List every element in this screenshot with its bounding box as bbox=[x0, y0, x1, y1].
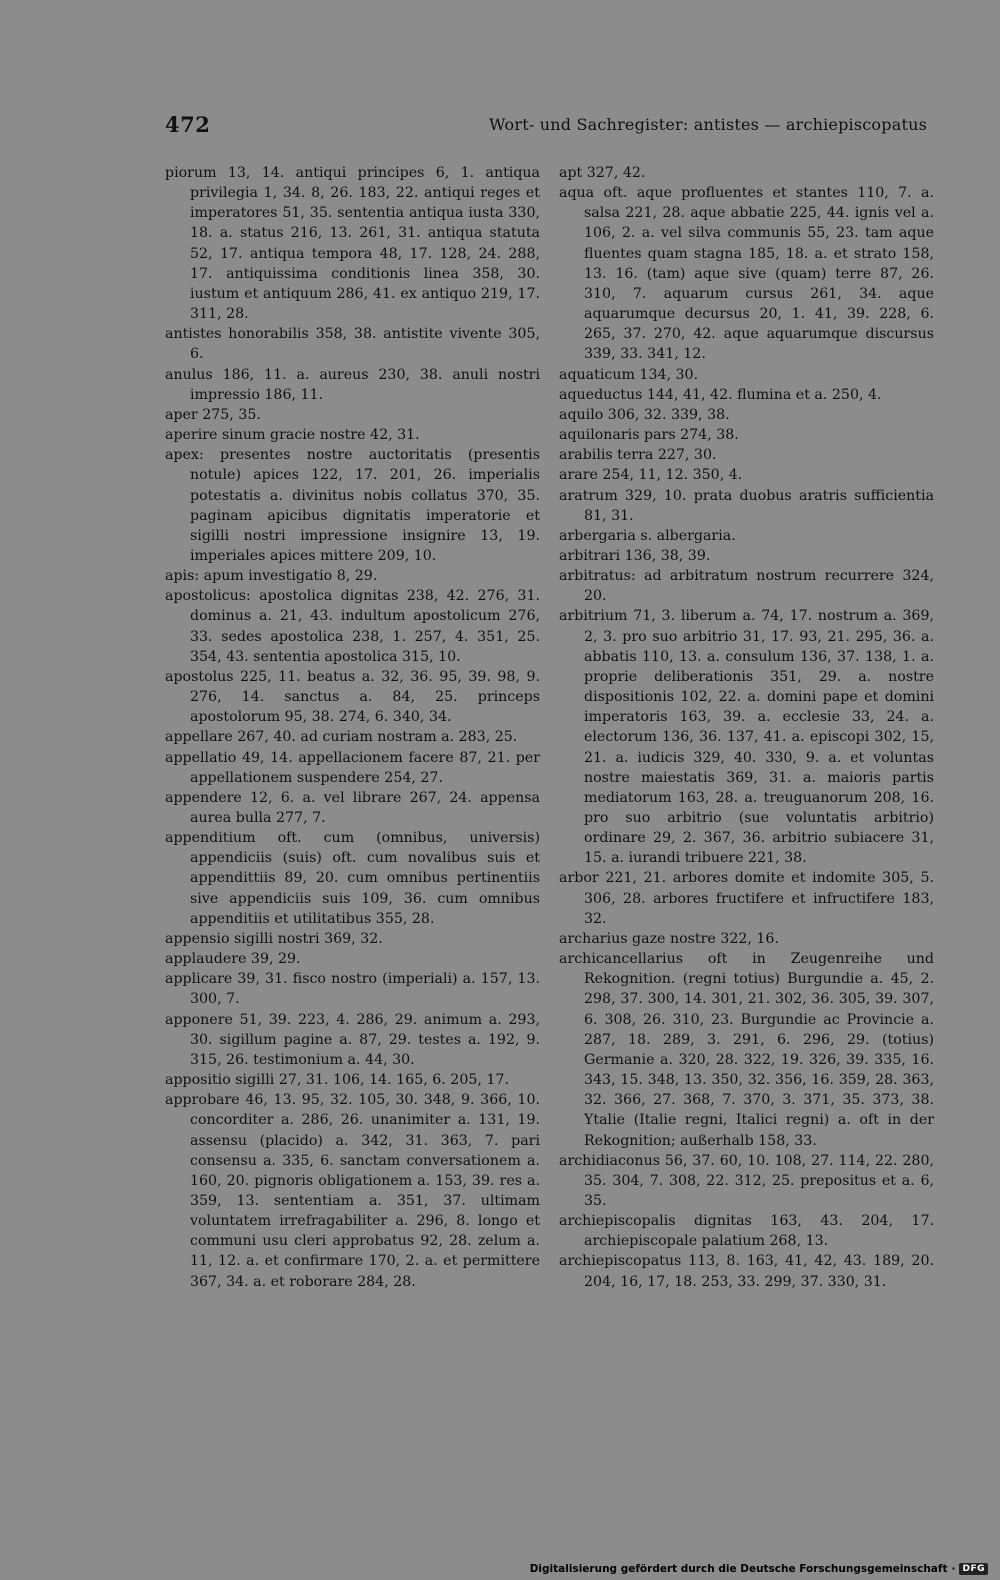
index-entry: aqueductus 144, 41, 42. flumina et a. 250, 4. bbox=[559, 386, 882, 403]
index-entry: aratrum 329, 10. prata duobus aratris sufficientia 81, 31. bbox=[559, 487, 934, 524]
index-entry: arare 254, 11, 12. 350, 4. bbox=[559, 467, 743, 484]
index-entry: archiepiscopalis dignitas 163, 43. 204, 17. archiepiscopale palatium 268, 13. bbox=[559, 1213, 934, 1250]
index-entry: apponere 51, 39. 223, 4. 286, 29. animum a. 293, 30. sigillum pagine a. 87, 29. testes a. 192, 9. 315, 26. testimonium a. 44, 30. bbox=[165, 1011, 540, 1068]
index-entry: applaudere 39, 29. bbox=[165, 951, 301, 968]
index-entry: arbitrari 136, 38, 39. bbox=[559, 547, 711, 564]
index-entry: anulus 186, 11. a. aureus 230, 38. anuli nostri impressio 186, 11. bbox=[165, 366, 540, 403]
index-entry: appensio sigilli nostri 369, 32. bbox=[165, 930, 383, 947]
index-entry: apt 327, 42. bbox=[559, 165, 646, 181]
index-entry: arbor 221, 21. arbores domite et indomite 305, 5. 306, 28. arbores fructifere et infructifere 183, 32. bbox=[559, 870, 934, 927]
page-header bbox=[165, 112, 927, 142]
index-entry: archicancellarius oft in Zeugenreihe und Rekognition. (regni totius) Burgundie a. 45, 2. 298, 37. 300, 14. 301, 21. 302, 36. 305, 39. 307, 6. 308, 26. 310, 23. Burgundie ac Provincie a. 287, 18. 289, 3. 291, 6. 296, 29. (totius) Germanie a. 320, 28. 322, 19. 326, 39. 335, 16. 343, 15. 348, 13. 350, 32. 356, 16. 359, 28. 363, 32. 366, 27. 368, 7. 370, 3. 371, 35. 373, 38. Ytalie (Italie regni, Italici regni) a. oft in der Rekognition; außerhalb 158, 33. bbox=[559, 951, 934, 1149]
index-entry: archidiaconus 56, 37. 60, 10. 108, 27. 114, 22. 280, 35. 304, 7. 308, 22. 312, 25. prepositus et a. 6, 35. bbox=[559, 1152, 934, 1209]
index-entry: antistes honorabilis 358, 38. antistite vivente 305, 6. bbox=[165, 326, 540, 363]
index-entry: apis: apum investigatio 8, 29. bbox=[165, 568, 378, 585]
index-entry: appenditium oft. cum (omnibus, universis) appendiciis (suis) oft. cum novalibus suis et appendittiis 89, 20. cum omnibus pertinentiis sive appendiciis suis 109, 36. cum omnibus appenditiis et utilitatibus 355, 28. bbox=[165, 830, 540, 927]
footer-credit: Digitalisierung gefördert durch die Deutsche Forschungsgemeinschaft · DFG bbox=[530, 1563, 988, 1575]
dfg-logo: DFG bbox=[959, 1563, 988, 1575]
index-entry: aquilonaris pars 274, 38. bbox=[559, 427, 739, 444]
index-entry: arbitrium 71, 3. liberum a. 74, 17. nostrum a. 369, 2, 3. pro suo arbitrio 31, 17. 93, 21. 295, 36. a. abbatis 110, 13. a. consulum 136, 37. 138, 1. a. proprie deliberationis 351, 29. a. nostre dispositionis 102, 22. a. domini pape et domini imperatoris 163, 39. a. ecclesie 33, 24. a. electorum 136, 36. 137, 41. a. episcopi 302, 15, 21. a. iudicis 329, 40. 330, 9. a. et voluntas nostre maiestatis 369, 31. a. maioris partis mediatorum 163, 28. a. treuguanorum 208, 16. pro suo arbitrio (sue voluntatis arbitrio) ordinare 29, 2. 367, 36. arbitrio subiacere 31, 15. a. iurandi tribuere 221, 38. bbox=[559, 608, 934, 867]
index-entry: archarius gaze nostre 322, 16. bbox=[559, 930, 779, 947]
index-entry: aper 275, 35. bbox=[165, 406, 261, 423]
index-entry: apostolus 225, 11. beatus a. 32, 36. 95, 39. 98, 9. 276, 14. sanctus a. 84, 25. princeps apostolorum 95, 38. 274, 6. 340, 34. bbox=[165, 668, 540, 726]
index-entry: aquilo 306, 32. 339, 38. bbox=[559, 406, 730, 423]
index-entry: appellare 267, 40. ad curiam nostram a. 283, 25. bbox=[165, 729, 518, 746]
index-entry: appendere 12, 6. a. vel librare 267, 24. appensa aurea bulla 277, 7. bbox=[165, 789, 540, 826]
index-entry: apex: presentes nostre auctoritatis (presentis notule) apices 122, 17. 201, 26. imperialis potestatis a. divinitus nobis collatus 370, 35. paginam apicibus dignitatis imperatorie et sigilli nostri impressione insignire 13, 19. imperiales apices mittere 209, 10. bbox=[165, 447, 540, 564]
index-entry: approbare 46, 13. 95, 32. 105, 30. 348, 9. 366, 10. concorditer a. 286, 26. unanimiter a. 131, 19. assensu (placido) a. 342, 31. 363, 7. pari consensu a. 335, 6. sanctam conversationem a. 160, 20. pignoris obligationem a. 153, 39. res a. 359, 13. sententiam a. 351, 37. ultimam voluntatem irrefragabiliter a. 296, 8. longo et communi usu cleri approbatus 92, 28. zelum a. 11, 12. a. et confirmare 170, 2. a. et permittere 367, 34. a. et roborare 284, 28. bbox=[165, 1092, 540, 1290]
index-column-right bbox=[559, 163, 934, 1292]
index-entry: aperire sinum gracie nostre 42, 31. bbox=[165, 427, 420, 444]
index-entry: arbergaria s. albergaria. bbox=[559, 527, 736, 544]
index-column-left bbox=[165, 163, 540, 1292]
index-entry: arbitratus: ad arbitratum nostrum recurrere 324, 20. bbox=[559, 568, 934, 605]
index-entry: aqua oft. aque profluentes et stantes 110, 7. a. salsa 221, 28. aque abbatie 225, 44. ignis vel a. 106, 2. a. vel silva communis 55, 23. tam aque fluentes quam stagna 185, 18. a. et strato 158, 13. 16. (tam) aque sive (quam) terre 87, 26. 310, 7. aquarum cursus 261, 34. aque aquarumque decursus 20, 1. 41, 39. 228, 6. 265, 37. 270, 42. aque aquarumque discursus 339, 33. 341, 12. bbox=[559, 185, 934, 363]
footer-text: Digitalisierung gefördert durch die Deutsche Forschungsgemeinschaft bbox=[529, 1563, 948, 1575]
index-entry: piorum 13, 14. antiqui principes 6, 1. antiqua privilegia 1, 34. 8, 26. 183, 22. antiqui reges et imperatores 51, 35. sententia antiqua iusta 330, 18. a. status 216, 13. 261, 31. antiqua statuta 52, 17. antiqua tempora 48, 17. 128, 24. 288, 17. antiquissima conditionis linea 358, 30. iustum et antiquum 286, 41. ex antiquo 219, 17. 311, 28. bbox=[165, 165, 540, 323]
running-title: Wort- und Sachregister: antistes — archiepiscopatus bbox=[489, 115, 927, 134]
index-entry: arabilis terra 227, 30. bbox=[559, 447, 717, 464]
index-entry: appellatio 49, 14. appellacionem facere 87, 21. per appellationem suspendere 254, 27. bbox=[165, 749, 540, 786]
page-number: 472 bbox=[165, 112, 211, 137]
index-entry: appositio sigilli 27, 31. 106, 14. 165, 6. 205, 17. bbox=[165, 1072, 509, 1089]
index-entry: apostolicus: apostolica dignitas 238, 42. 276, 31. dominus a. 21, 43. indultum apostolicum 276, 33. sedes apostolica 238, 1. 257, 4. 351, 25. 354, 43. sententia apostolica 315, 10. bbox=[165, 588, 540, 665]
index-entry: archiepiscopatus 113, 8. 163, 41, 42, 43. 189, 20. 204, 16, 17, 18. 253, 33. 299, 37. 330, 31. bbox=[559, 1253, 934, 1290]
index-entry: aquaticum 134, 30. bbox=[559, 366, 699, 383]
index-entry: applicare 39, 31. fisco nostro (imperiali) a. 157, 13. 300, 7. bbox=[165, 971, 540, 1008]
